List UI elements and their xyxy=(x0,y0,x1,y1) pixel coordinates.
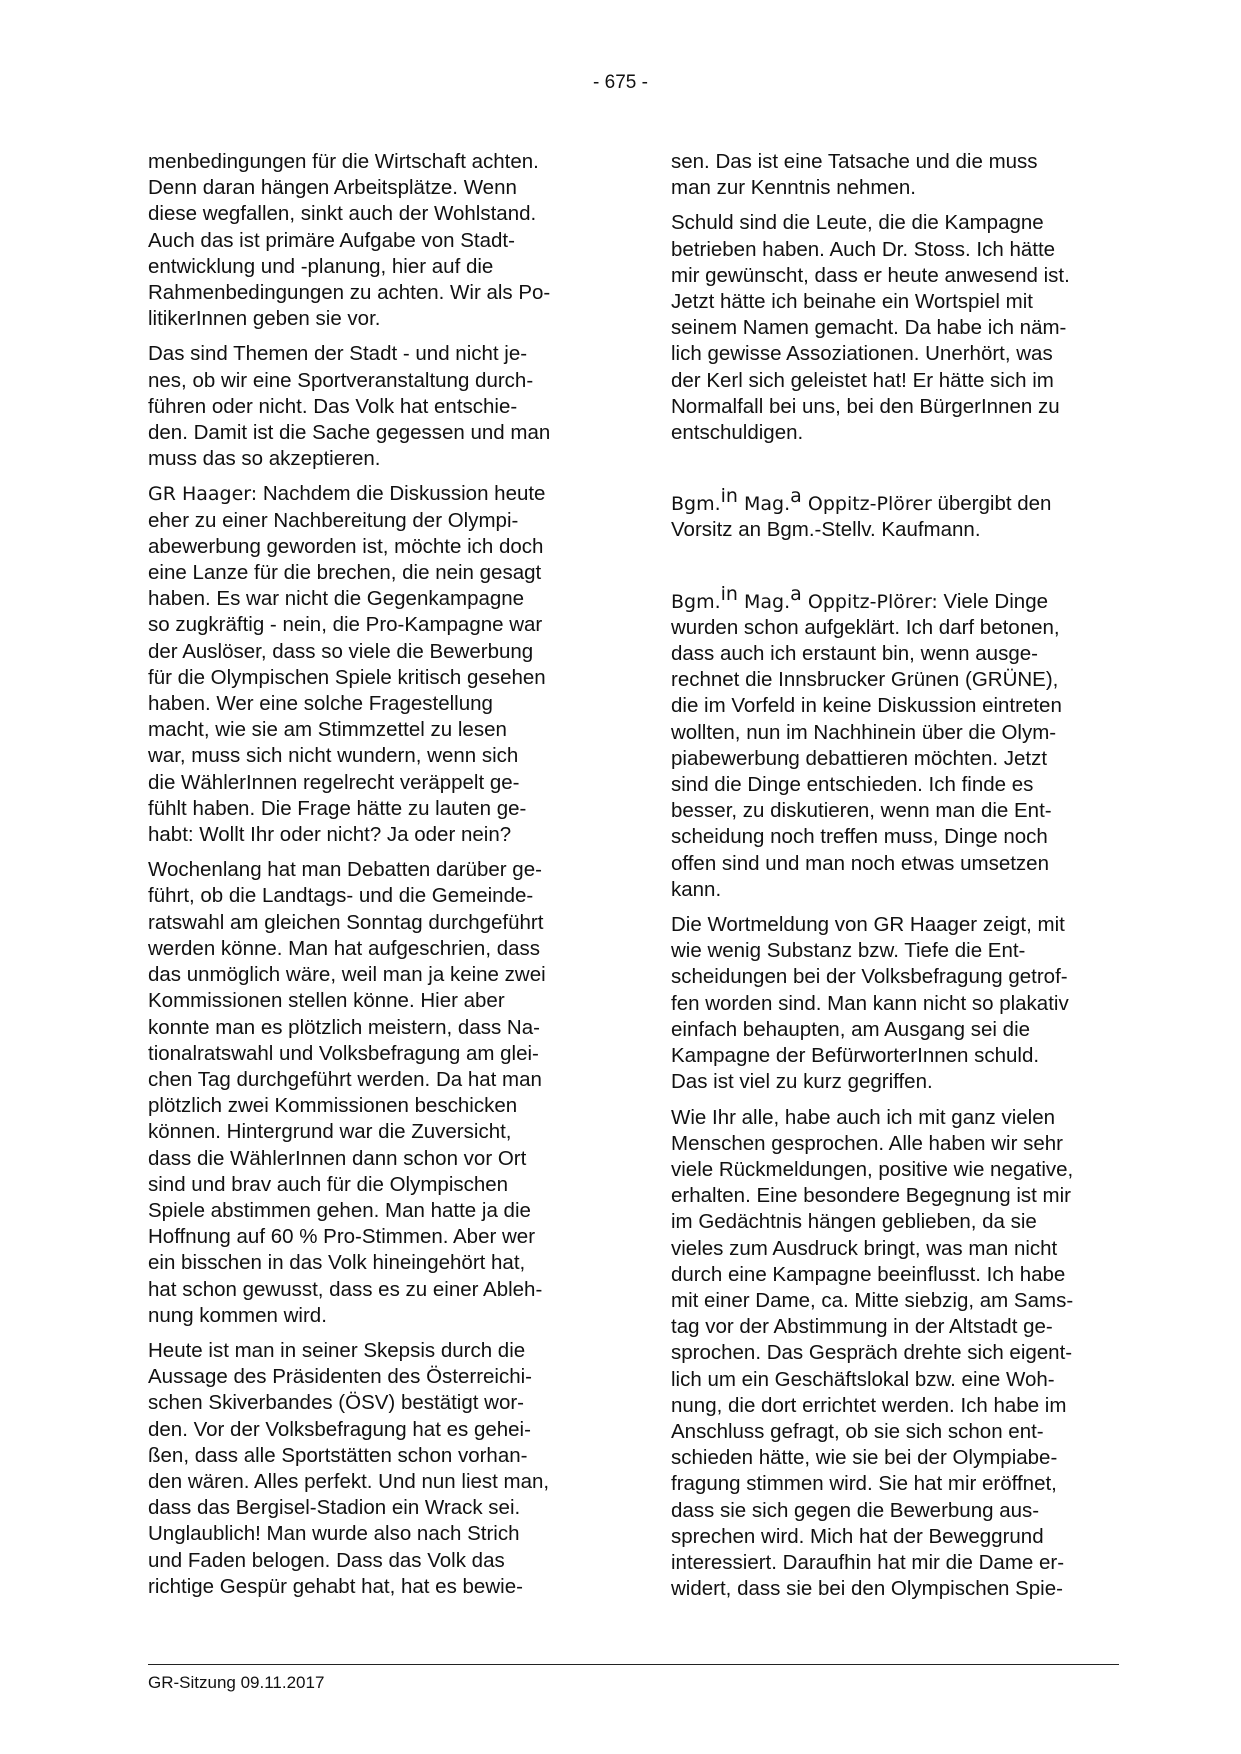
paragraph: Die Wortmeldung von GR Haager zeigt, mit wie wenig Substanz bzw. Tiefe die Ent- scheidungen bei der Volksbefragung getrof- fen worden sind. Man kann nicht so plakativ einfach behaupten, am Ausgang sei die Kampagne der BefürworterInnen schuld. Das ist viel zu kurz gegriffen. xyxy=(671,913,1069,1094)
speaker-title-sup: in xyxy=(720,485,738,508)
speaker-degree: Mag. xyxy=(737,590,791,613)
left-column xyxy=(148,149,595,1609)
paragraph: Wie Ihr alle, habe auch ich mit ganz vielen Menschen gesprochen. Alle haben wir sehr viele Rückmeldungen, positive wie negative, erhalten. Eine besondere Begegnung ist mir im Gedächtnis hängen geblieben, da sie vieles zum Ausdruck bringt, was man nicht durch eine Kampagne beeinflusst. Ich habe mit einer Dame, ca. Mitte siebzig, am Sams- tag vor der Abstimmung in der Altstadt ge- sprochen. Das Gespräch drehte sich eigent- lich um ein Geschäftslokal bzw. eine Woh- nung, die dort errichtet werden. Ich habe im Anschluss gefragt, ob sie sich schon ent- schieden hätte, wie sie bei der Olympiabe- fragung stimmen wird. Sie hat mir eröffnet, dass sie sich gegen die Bewerbung aus- sprechen wird. Mich hat der Beweggrund interessiert. Daraufhin hat mir die Dame er- widert, dass sie bei den Olympischen Spie- xyxy=(671,1105,1074,1601)
speaker-name: GR Haager: xyxy=(148,483,258,506)
speaker-name: Oppitz-Plörer xyxy=(801,493,932,516)
speaker-degree-sup: a xyxy=(790,582,802,605)
footer-session-date: GR-Sitzung 09.11.2017 xyxy=(148,1673,325,1692)
speech-text: Viele Dinge wurden schon aufgeklärt. Ich darf betonen, dass auch ich erstaunt bin, wenn ausge- rechnet die Innsbrucker Grünen (GRÜNE), die im Vorfeld in keine Diskussion eintreten wollten, nun im Nachhinein über die Olym- piabewerbung debattieren möchten. Jetzt sind die Dinge entschieden. Ich finde es besser, zu diskutieren, wenn man die Ent- scheidung noch treffen muss, Dinge noch offen sind und man noch etwas umsetzen kann. xyxy=(671,589,1062,901)
paragraph: Heute ist man in seiner Skepsis durch die Aussage des Präsidenten des Österreichi- schen Skiverbandes (ÖSV) bestätigt wor- den. Vor der Volksbefragung hat es gehei- ßen, dass alle Sportstätten schon vorhan- den wären. Alles perfekt. Und nun liest man, dass das Bergisel-Stadion ein Wrack sei. Unglaublich! Man wurde also nach Strich und Faden belogen. Dass das Volk das richtige Gespür gehabt hat, hat es bewie- xyxy=(148,1338,550,1598)
paragraph: Schuld sind die Leute, die die Kampagne betrieben haben. Auch Dr. Stoss. Ich hätte mir gewünscht, dass er heute anwesend ist. Jetzt hätte ich beinahe ein Wortspiel mit seinem Namen gemacht. Da habe ich näm- lich gewisse Assoziationen. Unerhört, was der Kerl sich geleistet hat! Er hätte sich im Normalfall bei uns, bei den BürgerInnen zu entschuldigen. xyxy=(671,211,1070,445)
speaker-title-sup: in xyxy=(720,582,738,605)
right-column xyxy=(671,149,1118,1611)
speaker-name: Oppitz-Plörer: xyxy=(801,590,938,613)
speaker-title: Bgm. xyxy=(671,590,721,613)
paragraph-chair-handover xyxy=(671,485,1118,543)
page-number: - 675 - xyxy=(593,72,648,93)
paragraph: menbedingungen für die Wirtschaft achten. Denn daran hängen Arbeitsplätze. Wenn diese wegfallen, sinkt auch der Wohlstand. Auch das ist primäre Aufgabe von Stadt- entwicklung und -planung, hier auf die Rahmenbedingungen zu achten. Wir als Po- litikerInnen geben sie vor. xyxy=(148,150,551,331)
paragraph: Wochenlang hat man Debatten darüber ge- führt, ob die Landtags- und die Gemeinde- ratswahl am gleichen Sonntag durchgeführt werden könne. Man hat aufgeschrien, dass das unmöglich wäre, weil man ja keine zwei Kommissionen stellen könne. Hier aber konnte man es plötzlich meistern, dass Na- tionalratswahl und Volksbefragung am glei- chen Tag durchgeführt werden. Da hat man plötzlich zwei Kommissionen beschicken können. Hintergrund war die Zuversicht, dass die WählerInnen dann schon vor Ort sind und brav auch für die Olympischen Spiele abstimmen gehen. Man hatte ja die Hoffnung auf 60 % Pro-Stimmen. Aber wer ein bisschen in das Volk hineingehört hat, hat schon gewusst, dass es zu einer Ableh- nung kommen wird. xyxy=(148,858,546,1327)
handover-text: übergibt den Vorsitz an Bgm.-Stellv. Kaufmann. xyxy=(671,492,1052,542)
paragraph-speech xyxy=(671,582,1118,903)
footer-rule xyxy=(148,1664,1119,1665)
speaker-degree-sup: a xyxy=(790,485,802,508)
paragraph: sen. Das ist eine Tatsache und die muss man zur Kenntnis nehmen. xyxy=(671,150,1038,200)
paragraph: Das sind Themen der Stadt - und nicht je- nes, ob wir eine Sportveranstaltung durch- führen oder nicht. Das Volk hat entschie- den. Damit ist die Sache gegessen und man muss das so akzeptieren. xyxy=(148,342,551,471)
speech-text: Nachdem die Diskussion heute eher zu einer Nachbereitung der Olympi- abewerbung geworden ist, möchte ich doch eine Lanze für die brechen, die nein gesagt haben. Es war nicht die Gegenkampagne so zugkräftig - nein, die Pro-Kampagne war der Auslöser, dass so viele die Bewerbung für die Olympischen Spiele kritisch gesehen haben. Wer eine solche Fragestellung macht, wie sie am Stimmzettel zu lesen war, muss sich nicht wundern, wenn sich die WählerInnen regelrecht veräppelt ge- fühlt haben. Die Frage hätte zu lauten ge- habt: Wollt Ihr oder nicht? Ja oder nein? xyxy=(148,482,546,847)
speaker-degree: Mag. xyxy=(737,493,791,516)
speaker-title: Bgm. xyxy=(671,493,721,516)
paragraph-speech xyxy=(148,481,595,848)
